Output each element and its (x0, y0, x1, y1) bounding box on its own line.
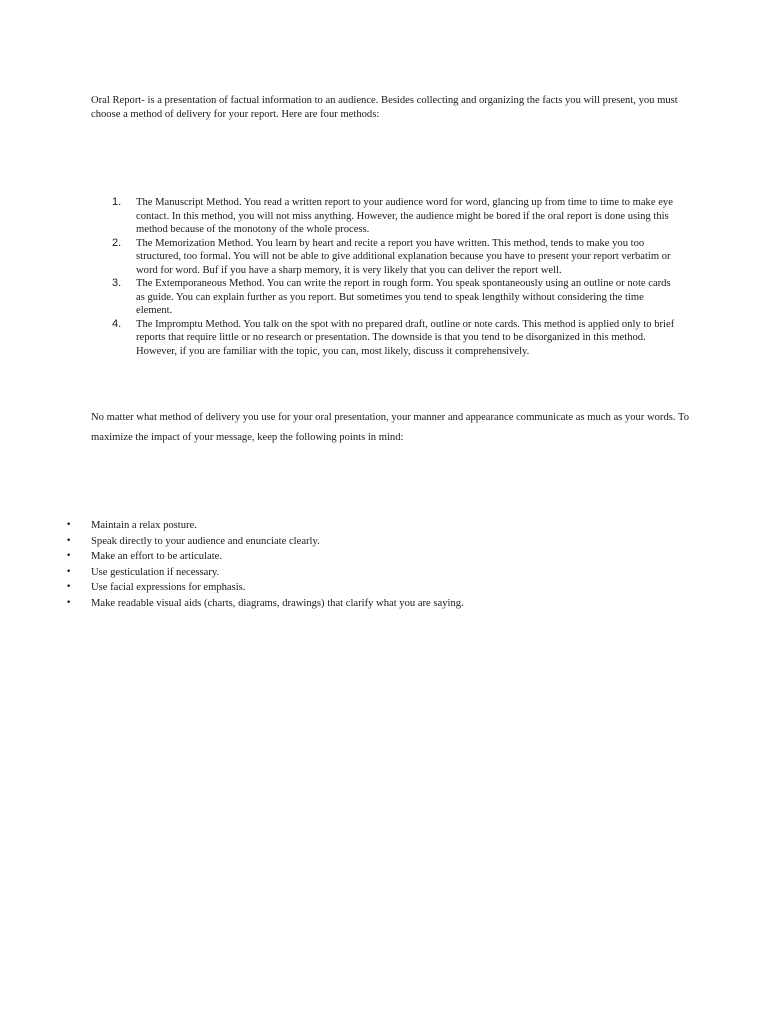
list-item (0, 565, 768, 581)
list-item (0, 596, 768, 612)
list-item (0, 518, 768, 534)
bullet-icon: • (66, 551, 72, 562)
method-text: The Impromptu Method. You talk on the spot with no prepared draft, outline or note cards. This method is applied only to brief reports that require little or no research or presentation. The downside is that you tend to be disorganized in this method. However, if you are familiar with the topic, you can, most likely, discuss it comprehensively. (136, 318, 675, 357)
delivery-methods-list (0, 196, 768, 358)
method-number: 1. (112, 196, 122, 208)
point-text: Use gesticulation if necessary. (91, 566, 220, 578)
method-item-impromptu (0, 318, 681, 359)
bullet-icon: • (66, 520, 72, 530)
method-item-memorization (0, 237, 681, 278)
list-item (0, 534, 768, 550)
bullet-icon: • (66, 582, 72, 593)
point-text: Make readable visual aids (charts, diagrams, drawings) that clarify what you are saying. (91, 597, 464, 609)
intro-paragraph: Oral Report- is a presentation of factual information to an audience. Besides collecting and organizing the facts you will present, you must choose a method of delivery for your report. Here are four methods: (91, 95, 678, 120)
method-number: 4. (112, 317, 122, 330)
presentation-points-list (0, 518, 768, 612)
point-text: Make an effort to be articulate. (91, 551, 222, 563)
method-item-manuscript (0, 196, 681, 237)
point-text: Use facial expressions for emphasis. (91, 582, 246, 594)
method-number: 3. (112, 277, 122, 289)
method-text: The Memorization Method. You learn by heart and recite a report you have written. This method, tends to make you too structured, too formal. You will not be able to give additional explanation because you have to present your report verbatim or word for word. Buf if you have a sharp memory, it is very likely that you can deliver the report well. (136, 237, 671, 276)
point-text: Speak directly to your audience and enunciate clearly. (91, 535, 320, 547)
list-item (0, 580, 768, 596)
bullet-icon: • (66, 566, 72, 577)
method-text: The Manuscript Method. You read a written report to your audience word for word, glancing up from time to time to make eye contact. In this method, you will not miss anything. However, the audience might be bored if the oral report is done using this method because of the monotony of the whole process. (136, 197, 673, 235)
method-number: 2. (112, 236, 122, 249)
method-text: The Extemporaneous Method. You can write the report in rough form. You speak spontaneously using an outline or note cards as guide. You can explain further as you report. But sometimes you tend to speak lengthily without considering the time element. (136, 278, 671, 316)
bullet-icon: • (66, 535, 72, 546)
point-text: Maintain a relax posture. (91, 520, 197, 531)
list-item (0, 549, 768, 565)
method-item-extemporaneous (0, 277, 681, 318)
bullet-icon: • (66, 597, 72, 608)
outro-paragraph: No matter what method of delivery you use for your oral presentation, your manner and appearance communicate as much as your words. To maximize the impact of your message, keep the following points in mind: (91, 412, 690, 443)
